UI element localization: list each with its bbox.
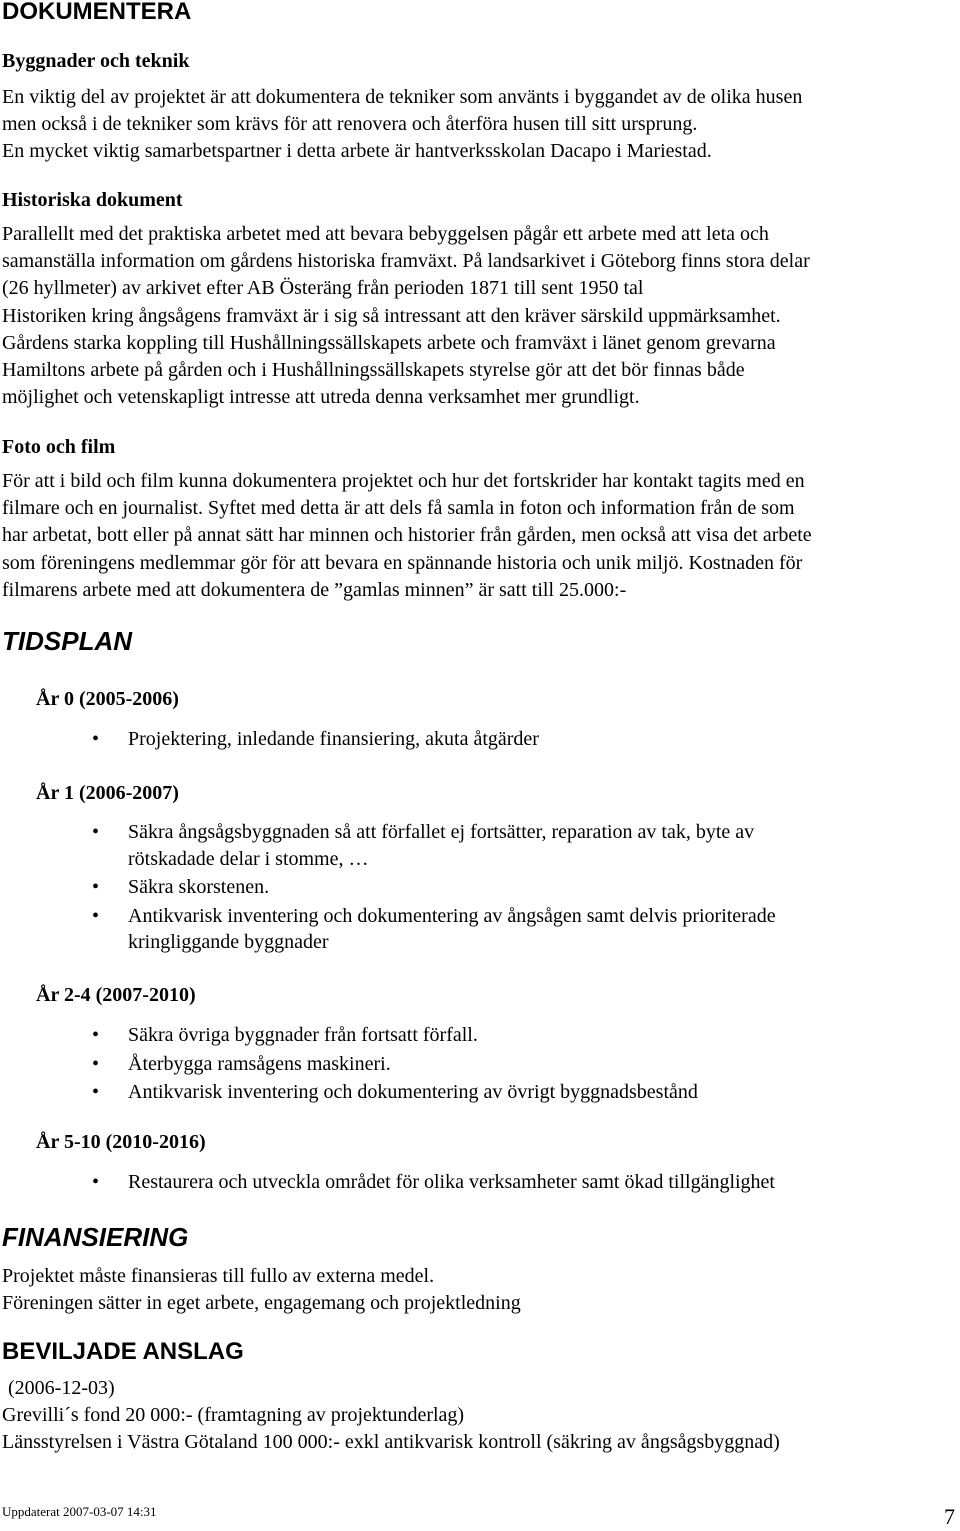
paragraph-line: som föreningens medlemmar gör för att bevara en spännande historia och unik miljö. Kostnaden för xyxy=(2,551,803,574)
paragraph-line: Grevilli´s fond 20 000:- (framtagning av projektunderlag) xyxy=(2,1404,465,1427)
heading-byggnader: Byggnader och teknik xyxy=(2,50,190,72)
paragraph-line: En viktig del av projektet är att dokumentera de tekniker som använts i byggandet av de olika husen xyxy=(2,86,803,108)
year-list xyxy=(92,1169,775,1198)
bullet-icon: • xyxy=(92,1052,100,1075)
paragraph-line: samanställa information om gårdens historiska framväxt. På landsarkivet i Göteborg finns stora delar xyxy=(2,250,810,273)
bullet-icon: • xyxy=(92,1024,100,1046)
footer-updated: Uppdaterat 2007-03-07 14:31 xyxy=(2,1504,157,1519)
bullet-icon: • xyxy=(92,1081,100,1103)
paragraph-finansiering xyxy=(2,1263,521,1317)
paragraph-line: Länsstyrelsen i Västra Götaland 100 000:- exkl antikvarisk kontroll (säkring av ångsågsbyggnad) xyxy=(2,1431,780,1454)
year-label: År 1 (2006-2007) xyxy=(36,782,179,804)
heading-historiska: Historiska dokument xyxy=(2,189,183,211)
bullet-icon: • xyxy=(92,876,100,898)
page-number: 7 xyxy=(944,1504,955,1529)
paragraph-line: men också i de tekniker som krävs för att renovera och återföra husen till sitt ursprung. xyxy=(2,113,698,136)
document-title: DOKUMENTERA xyxy=(2,0,192,25)
year-label: År 0 (2005-2006) xyxy=(36,688,179,710)
paragraph-line: Föreningen sätter in eget arbete, engagemang och projektledning xyxy=(2,1292,521,1315)
finansiering-title: FINANSIERING xyxy=(2,1222,189,1252)
anslag-title: BEVILJADE ANSLAG xyxy=(2,1338,244,1365)
paragraph-line: För att i bild och film kunna dokumentera projektet och hur det fortskrider har kontakt tagits med en xyxy=(2,470,805,492)
paragraph-line: Historiken kring ångsågens framväxt är i sig så intressant att den kräver särskild uppmärksamhet. xyxy=(2,304,781,327)
paragraph-foto xyxy=(2,468,812,604)
paragraph-line: Projektet måste finansieras till fullo av externa medel. xyxy=(2,1265,435,1287)
paragraph-line: En mycket viktig samarbetspartner i detta arbete är hantverksskolan Dacapo i Mariestad. xyxy=(2,140,712,163)
list-item: • Antikvarisk inventering och dokumentering av ångsågen samt delvis prioriterade kringliggande byggnader xyxy=(92,904,776,953)
bullet-icon: • xyxy=(92,821,100,843)
paragraph-line: Hamiltons arbete på gården och i Hushållningssällskapets styrelse gör att det bör finnas både xyxy=(2,359,745,382)
year-list xyxy=(92,726,539,755)
paragraph-line: Parallellt med det praktiska arbetet med att bevara bebyggelsen pågår ett arbete med att leta och xyxy=(2,223,769,245)
list-item: • Antikvarisk inventering och dokumentering av övrigt byggnadsbestånd xyxy=(128,1079,698,1106)
year-list xyxy=(92,1022,698,1108)
year-label: År 2-4 (2007-2010) xyxy=(36,984,196,1006)
paragraph-byggnader xyxy=(2,84,802,166)
paragraph-anslag xyxy=(2,1375,780,1457)
year-list xyxy=(92,819,776,958)
paragraph-line: möjlighet och vetenskapligt intresse att utreda denna verksamhet mer grundligt. xyxy=(2,386,640,409)
paragraph-line: filmare och en journalist. Syftet med detta är att dels få samla in foton och information från de som xyxy=(2,497,795,520)
bullet-icon: • xyxy=(92,904,100,927)
list-item: • Återbygga ramsågens maskineri. xyxy=(128,1051,698,1078)
list-item: • Restaurera och utveckla området för olika verksamheter samt ökad tillgänglighet xyxy=(128,1169,775,1196)
year-label: År 5-10 (2010-2016) xyxy=(36,1131,206,1153)
bullet-icon: • xyxy=(92,728,100,750)
paragraph-line: (26 hyllmeter) av arkivet efter AB Österäng från perioden 1871 till sent 1950 tal xyxy=(2,277,644,300)
list-item: • Projektering, inledande finansiering, akuta åtgärder xyxy=(128,726,539,753)
paragraph-historiska xyxy=(2,221,810,411)
paragraph-line: Gårdens starka koppling till Hushållningssällskapets arbete och framväxt i länet genom grevarna xyxy=(2,331,776,354)
heading-foto: Foto och film xyxy=(2,436,116,458)
list-item: • Säkra skorstenen. xyxy=(128,874,776,901)
paragraph-line: har arbetat, bott eller på annat sätt har minnen och historier från gården, men också att visa det arbete xyxy=(2,524,812,547)
tidsplan-title: TIDSPLAN xyxy=(2,626,132,656)
paragraph-line: (2006-12-03) xyxy=(8,1377,115,1399)
list-item: • Säkra övriga byggnader från fortsatt förfall. xyxy=(128,1022,698,1049)
bullet-icon: • xyxy=(92,1171,100,1193)
list-item: • Säkra ångsågsbyggnaden så att förfallet ej fortsätter, reparation av tak, byte av rötskadade delar i stomme, … xyxy=(92,821,755,870)
paragraph-line: filmarens arbete med att dokumentera de ”gamlas minnen” är satt till 25.000:- xyxy=(2,578,627,601)
